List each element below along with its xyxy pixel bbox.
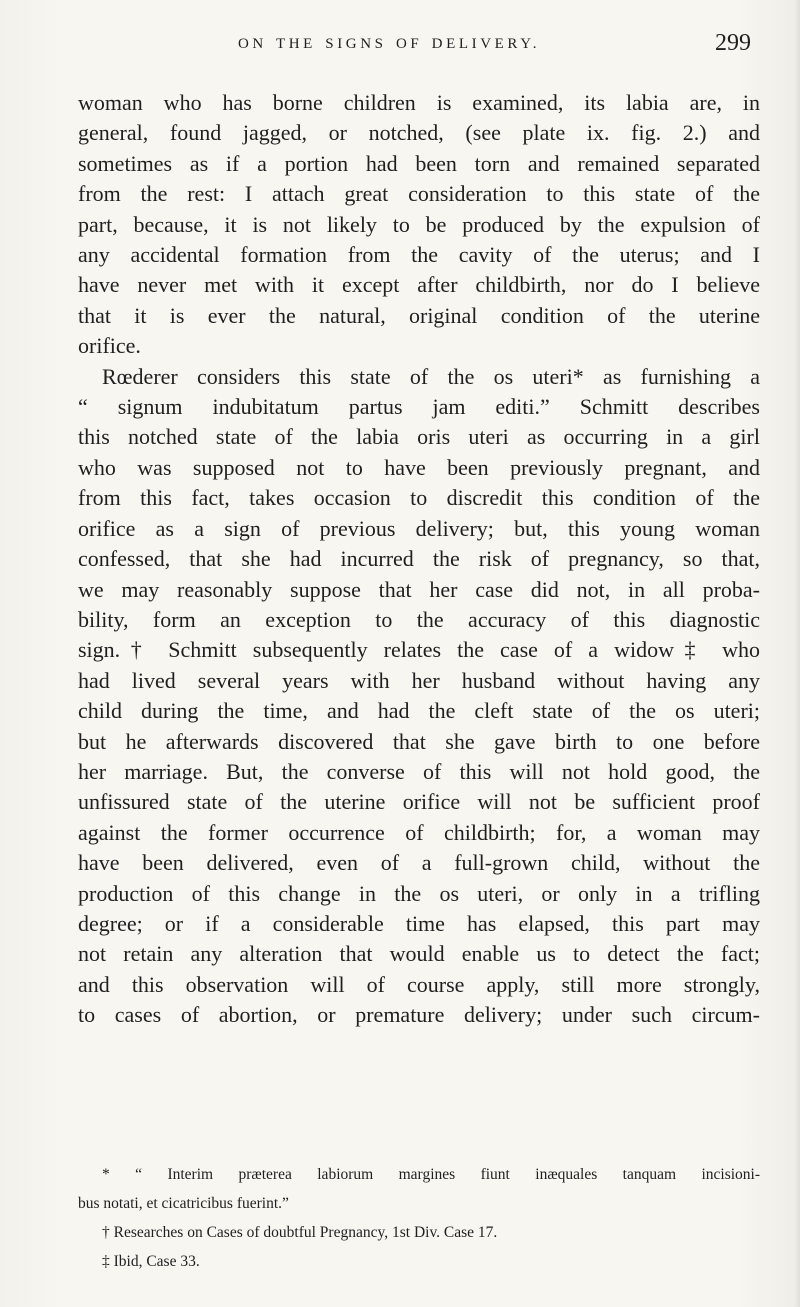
text-line: orifice as a sign of previous delivery; but, this young woman xyxy=(78,515,760,541)
text-line: from the rest: I attach great consideration to this state of the xyxy=(78,181,760,207)
text-line: bility, form an exception to the accuracy of this diagnostic xyxy=(78,606,760,632)
text-line: to cases of abortion, or premature delivery; under such circum- xyxy=(78,1002,760,1028)
text-line: degree; or if a considerable time has elapsed, this part may xyxy=(78,910,760,936)
paragraph-1 xyxy=(78,88,760,362)
text-line: from this fact, takes occasion to discredit this condition of the xyxy=(78,485,760,511)
text-line: and this observation will of course apply, still more strongly, xyxy=(78,971,760,997)
footnote-2: † Researches on Cases of doubtful Pregnancy, 1st Div. Case 17. xyxy=(102,1224,498,1241)
text-line: woman who has borne children is examined, its labia are, in xyxy=(78,90,760,115)
running-head xyxy=(0,30,800,66)
text-line: production of this change in the os uteri, or only in a trifling xyxy=(78,880,760,906)
text-line: orifice. xyxy=(78,333,141,359)
text-line: have never met with it except after childbirth, nor do I believe xyxy=(78,272,760,298)
text-line: child during the time, and had the cleft state of the os uteri; xyxy=(78,698,760,724)
text-line: unfissured state of the uterine orifice will not be sufficient proof xyxy=(78,789,760,815)
text-line: part, because, it is not likely to be produced by the expulsion of xyxy=(78,211,760,237)
text-line: not retain any alteration that would enable us to detect the fact; xyxy=(78,941,760,967)
text-line: who was supposed not to have been previously pregnant, and xyxy=(78,454,760,480)
text-line: any accidental formation from the cavity of the uterus; and I xyxy=(78,242,760,268)
text-line: but he afterwards discovered that she gave birth to one before xyxy=(78,728,760,754)
footnote-1-line-2: bus notati, et cicatricibus fuerint.” xyxy=(78,1195,289,1212)
paragraph-2 xyxy=(78,362,760,1031)
text-line: “ signum indubitatum partus jam editi.” Schmitt describes xyxy=(78,394,760,420)
text-line: that it is ever the natural, original condition of the uterine xyxy=(78,302,760,328)
running-title: ON THE SIGNS OF DELIVERY. xyxy=(238,36,541,52)
footnote-3: ‡ Ibid, Case 33. xyxy=(102,1253,200,1270)
text-line: sign.† Schmitt subsequently relates the case of a widow‡ who xyxy=(78,637,760,663)
page-number: 299 xyxy=(715,30,751,56)
text-line: sometimes as if a portion had been torn and remained separated xyxy=(78,150,760,176)
text-line: this notched state of the labia oris uteri as occurring in a girl xyxy=(78,424,760,450)
text-line: her marriage. But, the converse of this will not hold good, the xyxy=(78,758,760,784)
body-text xyxy=(78,88,760,1031)
text-line: have been delivered, even of a full-grown child, without the xyxy=(78,850,760,876)
footnotes xyxy=(78,1160,760,1276)
text-line: had lived several years with her husband without having any xyxy=(78,667,760,693)
text-line: general, found jagged, or notched, (see plate ix. fig. 2.) and xyxy=(78,120,760,146)
text-line: Rœderer considers this state of the os uteri* as furnishing a xyxy=(102,363,760,389)
text-line: against the former occurrence of childbirth; for, a woman may xyxy=(78,819,760,845)
page-edge-shadow xyxy=(794,0,800,1307)
footnote-1-line-1: * “ Interim præterea labiorum margines fiunt inæquales tanquam incisioni- xyxy=(102,1166,760,1183)
text-line: we may reasonably suppose that her case did not, in all proba- xyxy=(78,576,760,602)
text-line: confessed, that she had incurred the risk of pregnancy, so that, xyxy=(78,546,760,572)
